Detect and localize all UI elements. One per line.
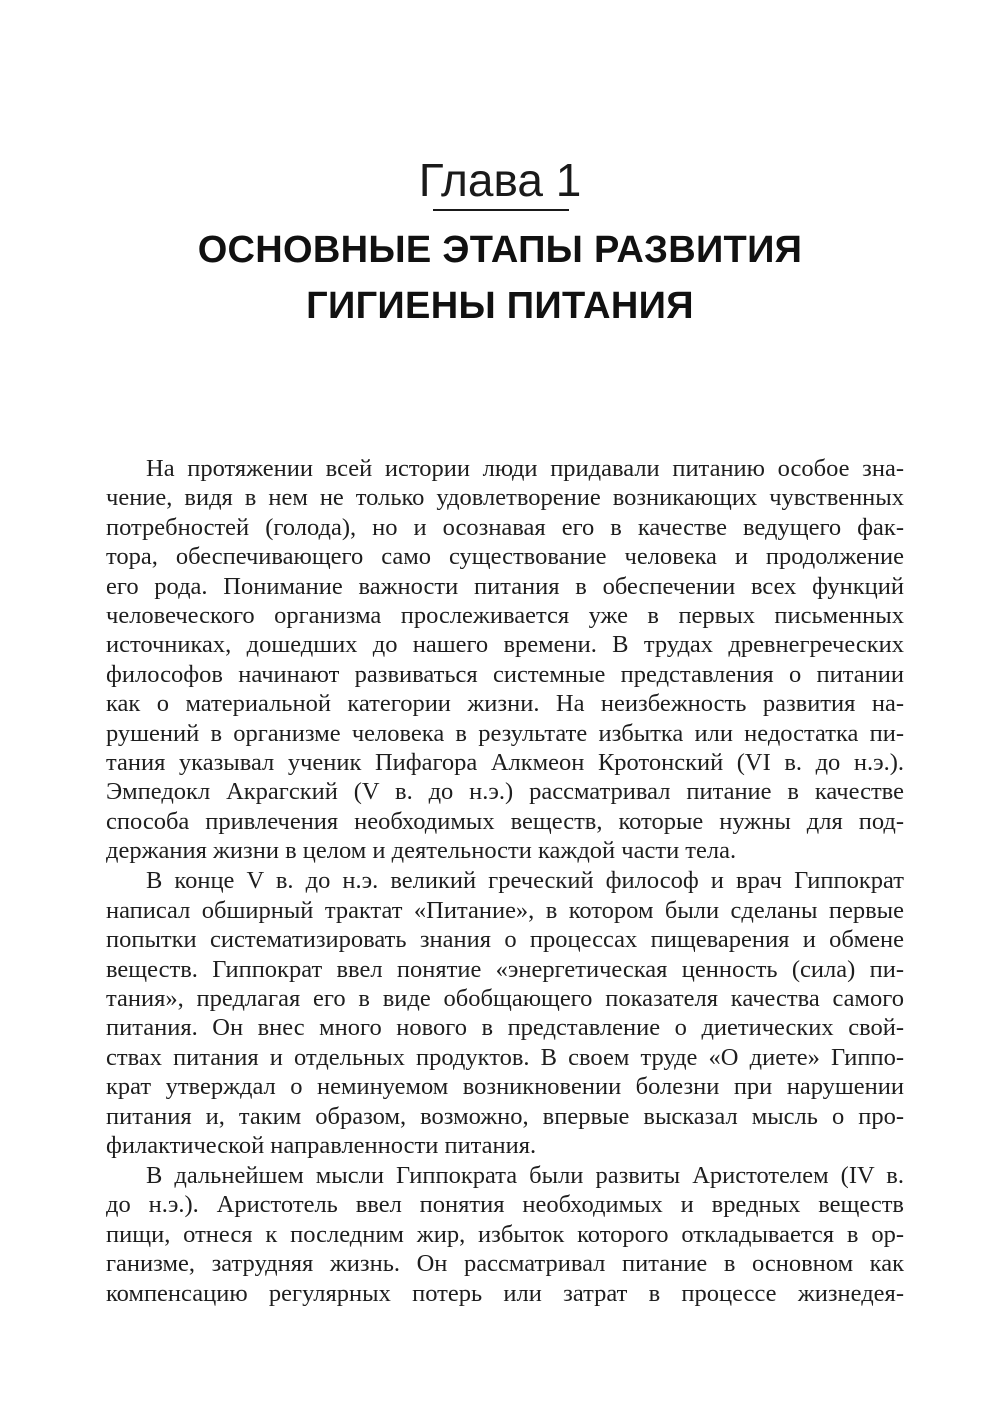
text-line: питания и, таким образом, возможно, впервые высказал мысль о про- <box>106 1102 904 1130</box>
text-line: питания. Он внес много нового в представление о диетических свой- <box>106 1014 904 1042</box>
text-line: Эмпедокл Акрагский (V в. до н.э.) рассматривал питание в качестве <box>106 778 904 806</box>
text-line: тания указывал ученик Пифагора Алкмеон Кротонский (VI в. до н.э.). <box>106 749 904 777</box>
text-line: В конце V в. до н.э. великий греческий философ и врач Гиппократ <box>146 867 904 895</box>
text-line: пищи, отнеся к последним жир, избыток которого откладывается в ор- <box>106 1220 904 1248</box>
text-line: философов начинают развиваться системные представления о питании <box>106 660 904 688</box>
text-line: веществ. Гиппократ ввел понятие «энергетическая ценность (сила) пи- <box>106 955 904 983</box>
text-line: написал обширный трактат «Питание», в котором были сделаны первые <box>106 896 904 924</box>
paragraph-2 <box>106 866 904 1160</box>
chapter-title-line-1: ОСНОВНЫЕ ЭТАПЫ РАЗВИТИЯ <box>197 229 803 271</box>
text-line: потребностей (голода), но и осознавая его в качестве ведущего фак- <box>106 513 904 541</box>
chapter-underline <box>433 209 569 211</box>
text-line: источниках, дошедших до нашего времени. В трудах древнегреческих <box>106 631 904 659</box>
text-line: тора, обеспечивающего само существование человека и продолжение <box>106 543 904 571</box>
text-line: человеческого организма прослеживается уже в первых письменных <box>106 602 904 630</box>
text-line: его рода. Понимание важности питания в обеспечении всех функций <box>106 572 904 600</box>
text-line: филактической направленности питания. <box>106 1131 537 1159</box>
text-line: попытки систематизировать знания о процессах пищеварения и обмене <box>106 926 904 954</box>
text-line: способа привлечения необходимых веществ, которые нужны для под- <box>106 807 904 835</box>
text-line: В дальнейшем мысли Гиппократа были развиты Аристотелем (IV в. <box>146 1161 904 1189</box>
text-line: компенсацию регулярных потерь или затрат в процессе жизнедея- <box>106 1279 904 1307</box>
chapter-label: Глава 1 <box>418 154 582 206</box>
paragraph-3 <box>106 1161 904 1308</box>
text-line: крат утверждал о неминуемом возникновении болезни при нарушении <box>106 1073 904 1101</box>
chapter-title <box>0 222 1000 334</box>
text-line: ганизме, затрудняя жизнь. Он рассматривал питание в основном как <box>106 1250 904 1278</box>
text-line: На протяжении всей истории люди придавали питанию особое зна- <box>146 455 904 482</box>
text-line: ствах питания и отдельных продуктов. В своем труде «О диете» Гиппо- <box>106 1043 904 1071</box>
paragraph-1 <box>106 454 904 866</box>
text-line: до н.э.). Аристотель ввел понятия необходимых и вредных веществ <box>106 1191 904 1219</box>
text-line: рушений в организме человека в результате избытка или недостатка пи- <box>106 719 904 747</box>
body-text <box>106 454 904 1309</box>
chapter-title-line-2: ГИГИЕНЫ ПИТАНИЯ <box>306 285 694 327</box>
text-line: тания», предлагая его в виде обобщающего показателя качества самого <box>106 984 904 1012</box>
text-line: держания жизни в целом и деятельности каждой части тела. <box>106 837 737 865</box>
text-line: чение, видя в нем не только удовлетворение возникающих чувственных <box>106 484 904 512</box>
text-line: как о материальной категории жизни. На неизбежность развития на- <box>106 690 904 718</box>
